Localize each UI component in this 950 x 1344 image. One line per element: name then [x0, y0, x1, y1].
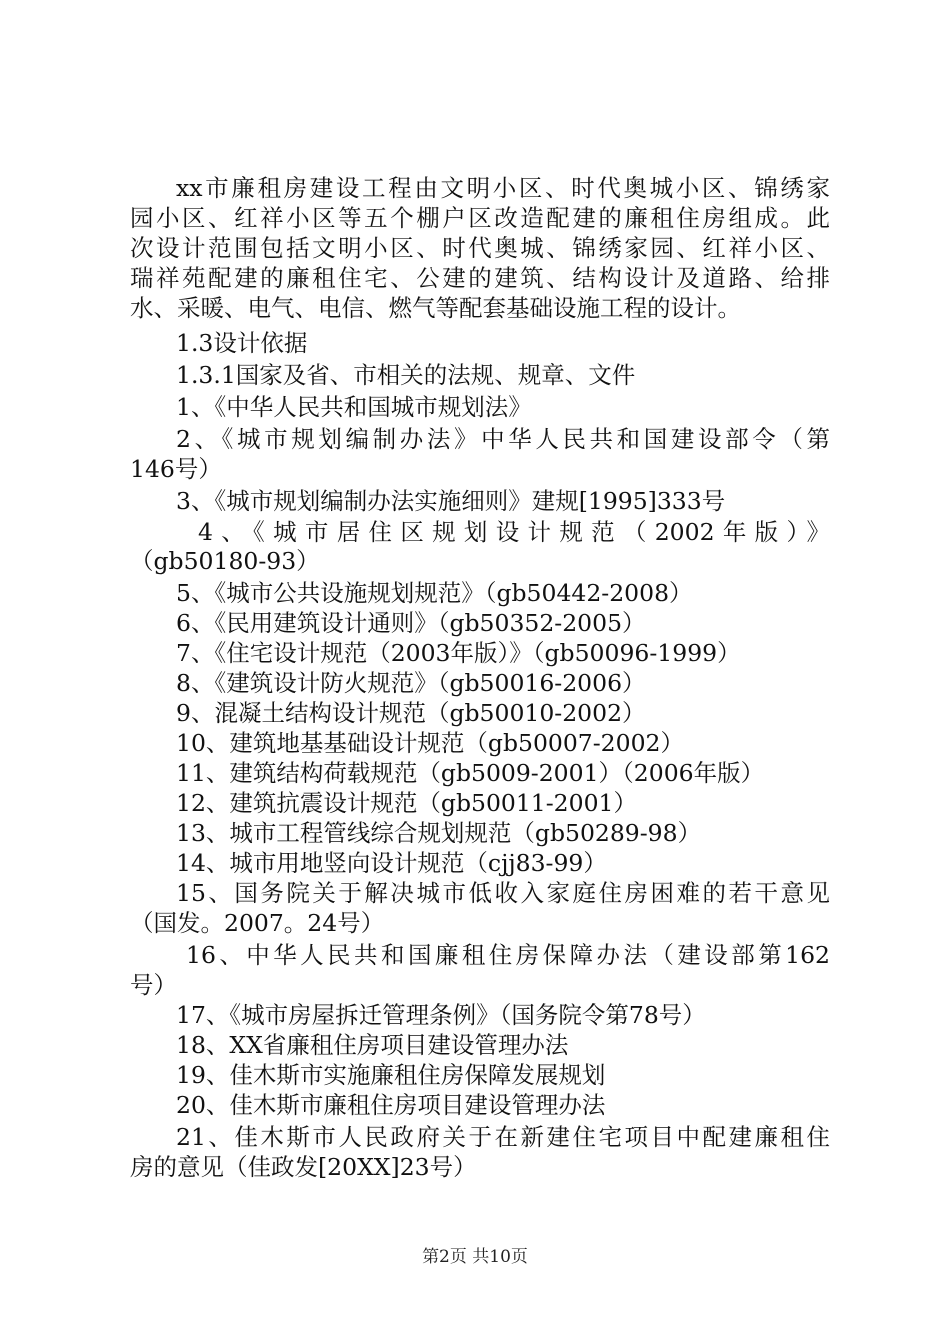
- list-item: 15、国务院关于解决城市低收入家庭住房困难的若干意见: [176, 879, 830, 907]
- list-item: 14、城市用地竖向设计规范（cjj83-99）: [176, 849, 607, 877]
- body-line: 瑞祥苑配建的廉租住宅、公建的建筑、结构设计及道路、给排: [130, 264, 830, 292]
- list-item: 9、混凝土结构设计规范（gb50010-2002）: [176, 699, 646, 727]
- list-item: 6、《民用建筑设计通则》（gb50352-2005）: [176, 609, 646, 637]
- subsection-heading: 1.3.1国家及省、市相关的法规、规章、文件: [176, 361, 636, 389]
- list-item: 8、《建筑设计防火规范》（gb50016-2006）: [176, 669, 646, 697]
- list-item: 11、建筑结构荷载规范（gb5009-2001）（2006年版）: [176, 759, 765, 787]
- list-item: 5、《城市公共设施规划规范》（gb50442-2008）: [176, 579, 693, 607]
- section-heading: 1.3设计依据: [176, 329, 308, 357]
- body-line: 水、采暖、电气、电信、燃气等配套基础设施工程的设计。: [130, 294, 741, 322]
- list-item: 12、建筑抗震设计规范（gb50011-2001）: [176, 789, 637, 817]
- list-item-continuation: （国发。2007。24号）: [130, 909, 385, 937]
- list-item: 21、佳木斯市人民政府关于在新建住宅项目中配建廉租住: [176, 1123, 830, 1151]
- list-item: 1、《中华人民共和国城市规划法》: [176, 393, 532, 421]
- list-item-continuation: 146号）: [130, 455, 222, 483]
- list-item: 7、《住宅设计规范（2003年版）》（gb50096-1999）: [176, 639, 741, 667]
- list-item: 13、城市工程管线综合规划规范（gb50289-98）: [176, 819, 702, 847]
- list-item-continuation: （gb50180-93）: [130, 547, 320, 575]
- list-item: 10、建筑地基基础设计规范（gb50007-2002）: [176, 729, 684, 757]
- list-item-continuation: 号）: [130, 971, 177, 999]
- list-item: 18、XX省廉租住房项目建设管理办法: [176, 1031, 569, 1059]
- list-item: 17、《城市房屋拆迁管理条例》（国务院令第78号）: [176, 1001, 706, 1029]
- list-item: 20、佳木斯市廉租住房项目建设管理办法: [176, 1091, 606, 1119]
- list-item-continuation: 房的意见（佳政发[20XX]23号）: [130, 1153, 477, 1181]
- list-item: 4、《城市居住区规划设计规范（2002年版）》: [198, 518, 830, 546]
- page-footer: 第2页 共10页: [422, 1247, 528, 1267]
- list-item: 3、《城市规划编制办法实施细则》建规[1995]333号: [176, 487, 726, 515]
- list-item: 2、《城市规划编制办法》中华人民共和国建设部令（第: [176, 425, 830, 453]
- body-line: xx市廉租房建设工程由文明小区、时代奥城小区、锦绣家: [176, 174, 830, 202]
- list-item: 16、中华人民共和国廉租住房保障办法（建设部第162: [186, 941, 830, 969]
- body-line: 次设计范围包括文明小区、时代奥城、锦绣家园、红祥小区、: [130, 234, 830, 262]
- list-item: 19、佳木斯市实施廉租住房保障发展规划: [176, 1061, 606, 1089]
- body-line: 园小区、红祥小区等五个棚户区改造配建的廉租住房组成。此: [130, 204, 830, 232]
